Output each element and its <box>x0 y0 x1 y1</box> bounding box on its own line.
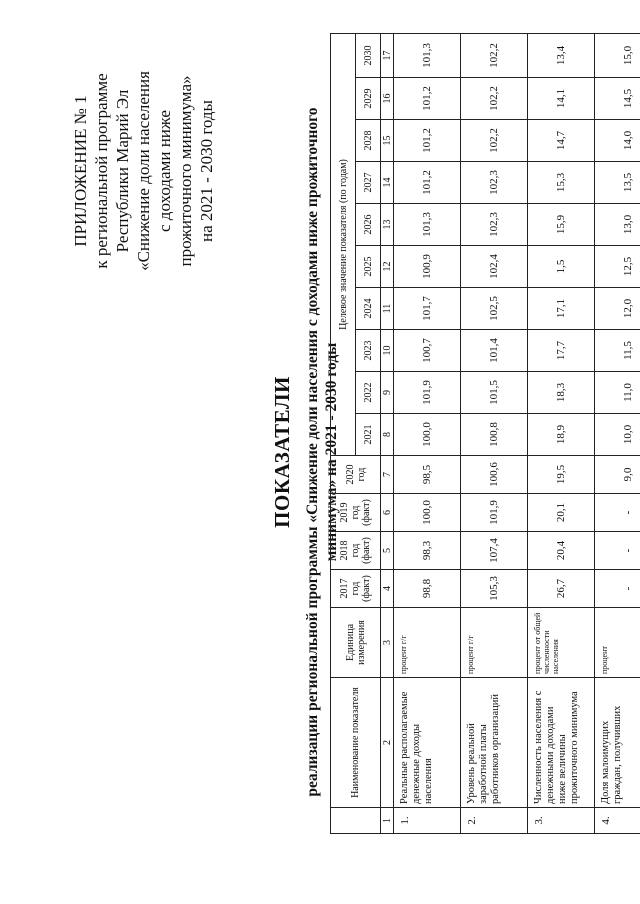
value-cell: 101,2 <box>394 120 461 162</box>
value-cell: 15,9 <box>528 204 595 246</box>
value-cell: 14,5 <box>595 78 640 120</box>
index-cell: 4 <box>381 570 394 608</box>
header-year: 2025 <box>356 246 381 288</box>
value-cell: 98,8 <box>394 570 461 608</box>
header-year: 2028 <box>356 120 381 162</box>
value-cell: 18,3 <box>528 372 595 414</box>
value-cell: 101,7 <box>394 288 461 330</box>
index-cell: 14 <box>381 162 394 204</box>
appendix-block <box>70 36 217 306</box>
header-row <box>331 33 356 833</box>
index-cell: 10 <box>381 330 394 372</box>
indicator-unit: процент от общей численности населения <box>528 608 595 678</box>
value-cell: 13,5 <box>595 162 640 204</box>
value-cell: 101,3 <box>394 204 461 246</box>
value-cell: 17,1 <box>528 288 595 330</box>
row-number: 2. <box>461 808 528 834</box>
value-cell: 102,4 <box>461 246 528 288</box>
header-2019: 2019 год (факт) <box>331 494 381 532</box>
appendix-line: прожиточного минимума» <box>176 75 195 267</box>
value-cell: 102,2 <box>461 33 528 77</box>
value-cell: 14,0 <box>595 120 640 162</box>
index-cell: 12 <box>381 246 394 288</box>
indicator-unit: процент г/г <box>461 608 528 678</box>
value-cell: 12,5 <box>595 246 640 288</box>
appendix-line: «Снижение доли населения <box>134 71 153 271</box>
index-cell: 2 <box>381 678 394 808</box>
value-cell: 98,5 <box>394 456 461 494</box>
header-target-group: Целевое значение показателя (по годам) <box>331 33 356 455</box>
indicator-unit: процент <box>595 608 640 678</box>
value-cell: 14,1 <box>528 78 595 120</box>
index-cell: 5 <box>381 532 394 570</box>
index-cell: 1 <box>381 808 394 834</box>
header-year: 2024 <box>356 288 381 330</box>
value-cell: 100,0 <box>394 494 461 532</box>
index-cell: 11 <box>381 288 394 330</box>
header-2018: 2018 год (факт) <box>331 532 381 570</box>
appendix-line: на 2021 - 2030 годы <box>197 100 216 242</box>
indicator-name: Уровень реальной заработной платы работников организаций <box>461 678 528 808</box>
index-cell: 17 <box>381 33 394 77</box>
value-cell: 10,0 <box>595 414 640 456</box>
header-year: 2023 <box>356 330 381 372</box>
value-cell: 100,7 <box>394 330 461 372</box>
index-cell: 8 <box>381 414 394 456</box>
value-cell: 11,0 <box>595 372 640 414</box>
value-cell: 100,6 <box>461 456 528 494</box>
value-cell: 102,2 <box>461 78 528 120</box>
value-cell: 26,7 <box>528 570 595 608</box>
value-cell: 100,0 <box>394 414 461 456</box>
value-cell: 101,9 <box>461 494 528 532</box>
value-cell: 107,4 <box>461 532 528 570</box>
value-cell: 102,2 <box>461 120 528 162</box>
appendix-line: к региональной программе <box>92 73 111 269</box>
indicator-unit: процент г/г <box>394 608 461 678</box>
header-number <box>331 808 381 834</box>
index-cell: 16 <box>381 78 394 120</box>
indicator-name: Численность населения с денежными доходами ниже величины прожиточного минимума <box>528 678 595 808</box>
value-cell: 101,2 <box>394 162 461 204</box>
table-row <box>595 33 640 833</box>
value-cell: 105,3 <box>461 570 528 608</box>
value-cell: 102,3 <box>461 162 528 204</box>
header-2020: 2020 год <box>331 456 381 494</box>
row-number: 1. <box>394 808 461 834</box>
appendix-line: ПРИЛОЖЕНИЕ № 1 <box>71 95 90 247</box>
subtitle-line: минимума» на 2021 - 2030 годы <box>323 342 340 562</box>
indicator-name: Доля малоимущих граждан, получивших <box>595 678 640 808</box>
value-cell: - <box>595 570 640 608</box>
value-cell: 15,0 <box>595 33 640 77</box>
header-unit: Единица измерения <box>331 608 381 678</box>
value-cell: - <box>595 494 640 532</box>
header-2017: 2017 год (факт) <box>331 570 381 608</box>
indicator-name: Реальные располагаемые денежные доходы населения <box>394 678 461 808</box>
column-index-row <box>381 33 394 833</box>
index-cell: 13 <box>381 204 394 246</box>
row-number: 4. <box>595 808 640 834</box>
indicators-table <box>330 33 640 834</box>
value-cell: 11,5 <box>595 330 640 372</box>
header-year: 2022 <box>356 372 381 414</box>
value-cell: 1,5 <box>528 246 595 288</box>
value-cell: 13,4 <box>528 33 595 77</box>
index-cell: 7 <box>381 456 394 494</box>
value-cell: 15,3 <box>528 162 595 204</box>
value-cell: 98,3 <box>394 532 461 570</box>
value-cell: 20,4 <box>528 532 595 570</box>
value-cell: 100,8 <box>461 414 528 456</box>
header-year: 2021 <box>356 414 381 456</box>
value-cell: 12,0 <box>595 288 640 330</box>
appendix-line: с доходами ниже <box>155 110 174 232</box>
index-cell: 6 <box>381 494 394 532</box>
header-year: 2026 <box>356 204 381 246</box>
appendix-line: Республики Марий Эл <box>113 89 132 253</box>
value-cell: 102,5 <box>461 288 528 330</box>
value-cell: 101,4 <box>461 330 528 372</box>
row-number: 3. <box>528 808 595 834</box>
index-cell: 3 <box>381 608 394 678</box>
value-cell: 101,5 <box>461 372 528 414</box>
value-cell: 14,7 <box>528 120 595 162</box>
index-cell: 15 <box>381 120 394 162</box>
value-cell: 17,7 <box>528 330 595 372</box>
value-cell: 101,2 <box>394 78 461 120</box>
value-cell: - <box>595 532 640 570</box>
table-row <box>528 33 595 833</box>
header-year: 2027 <box>356 162 381 204</box>
header-year: 2030 <box>356 33 381 77</box>
value-cell: 19,5 <box>528 456 595 494</box>
header-name: Наименование показателя <box>331 678 381 808</box>
table-row <box>394 33 461 833</box>
value-cell: 13,0 <box>595 204 640 246</box>
value-cell: 101,3 <box>394 33 461 77</box>
subtitle-line: реализации региональной программы «Снижение доли населения с доходами ниже прожиточного <box>304 107 321 797</box>
value-cell: 20,1 <box>528 494 595 532</box>
document-title: ПОКАЗАТЕЛИ <box>270 376 294 528</box>
table-row <box>461 33 528 833</box>
index-cell: 9 <box>381 372 394 414</box>
value-cell: 100,9 <box>394 246 461 288</box>
value-cell: 102,3 <box>461 204 528 246</box>
header-year: 2029 <box>356 78 381 120</box>
value-cell: 101,9 <box>394 372 461 414</box>
value-cell: 18,9 <box>528 414 595 456</box>
value-cell: 9,0 <box>595 456 640 494</box>
